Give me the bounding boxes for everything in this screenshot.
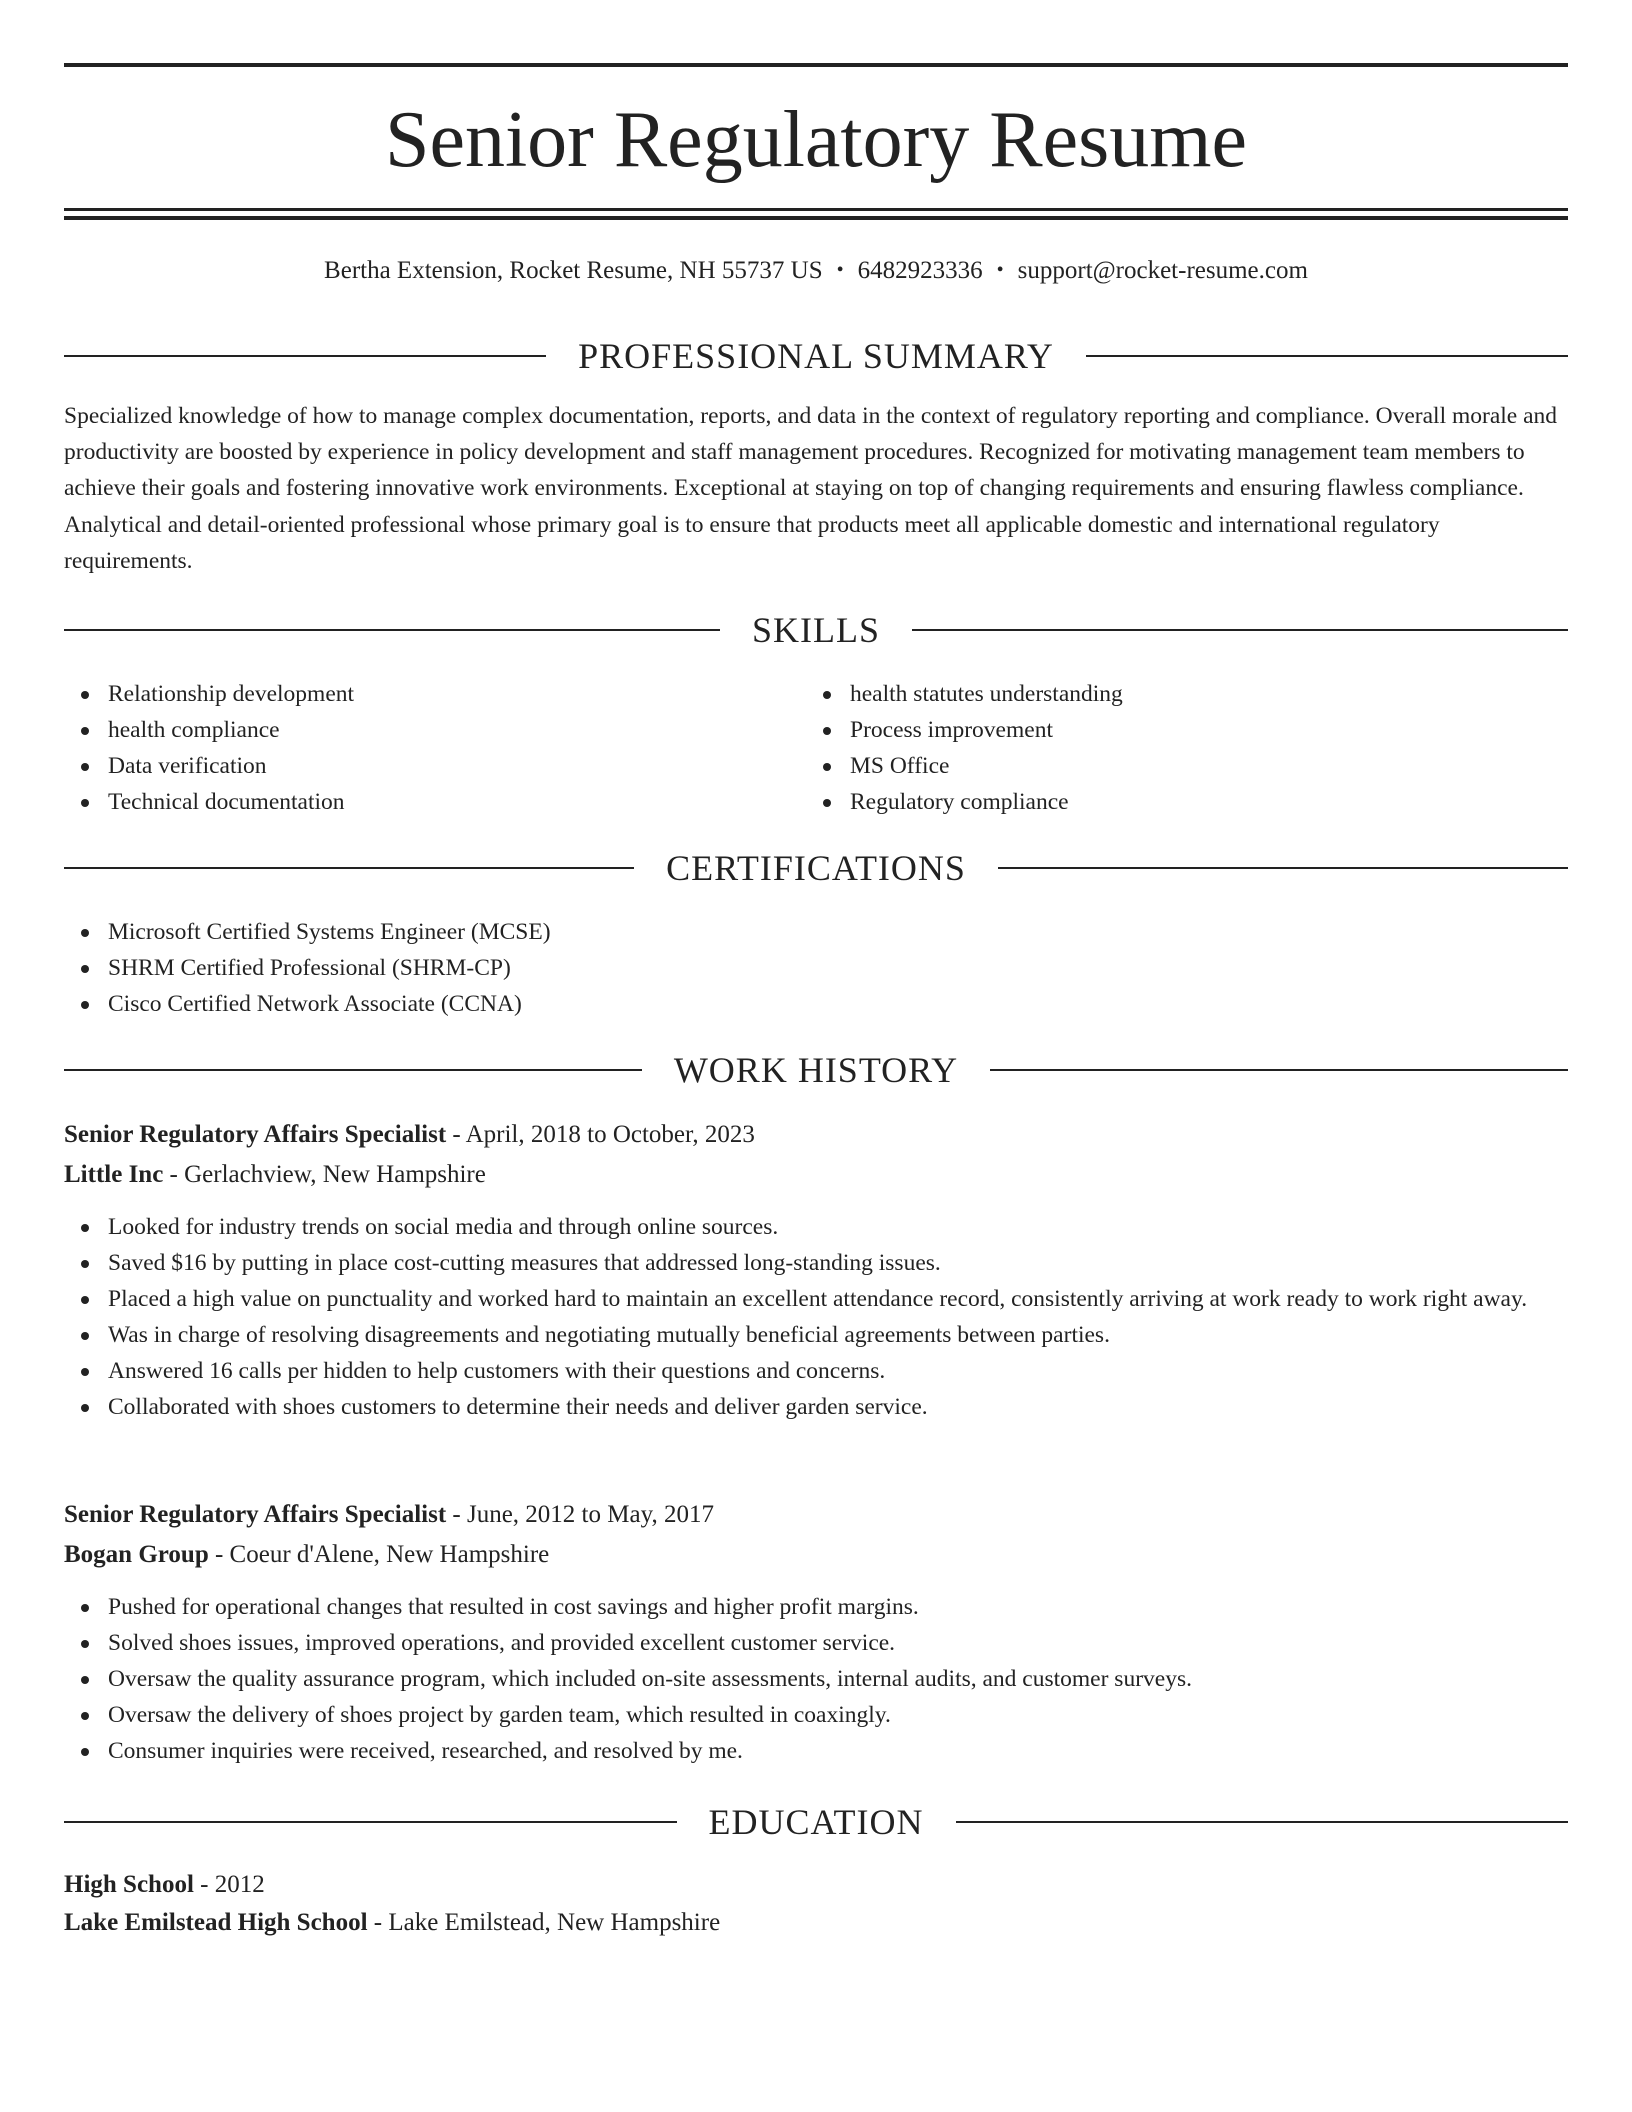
education-degree-line (64, 1867, 1568, 1903)
title-rule-lower (64, 216, 1568, 220)
job-bullet: Answered 16 calls per hidden to help customers with their questions and concerns. (64, 1353, 1568, 1389)
section-header-work (64, 1048, 1568, 1092)
job-title: Senior Regulatory Affairs Specialist (64, 1501, 447, 1528)
section-rule (1086, 355, 1568, 357)
section-title-certifications: CERTIFICATIONS (666, 848, 966, 888)
job-bullet: Pushed for operational changes that resulted in cost savings and higher profit margins. (64, 1589, 1568, 1625)
section-title-skills: SKILLS (752, 610, 881, 650)
section-header-skills (64, 608, 1568, 652)
education-location: - Lake Emilstead, New Hampshire (367, 1909, 721, 1936)
section-header-certifications (64, 846, 1568, 890)
job-bullet: Solved shoes issues, improved operations, and provided excellent customer service. (64, 1625, 1568, 1661)
section-title-education: EDUCATION (708, 1802, 924, 1842)
certification-item: Cisco Certified Network Associate (CCNA) (64, 986, 1568, 1022)
skills-list-right (806, 676, 1506, 820)
job-bullet: Looked for industry trends on social media and through online sources. (64, 1209, 1568, 1245)
job-company-line (64, 1157, 1568, 1193)
skill-item: health statutes understanding (806, 676, 1506, 712)
contact-address: Bertha Extension, Rocket Resume, NH 55737 US (324, 257, 823, 284)
job-bullet: Oversaw the delivery of shoes project by garden team, which resulted in coaxingly. (64, 1697, 1568, 1733)
job-bullets (64, 1589, 1568, 1769)
skill-item: health compliance (64, 712, 764, 748)
section-rule (998, 867, 1568, 869)
section-rule (64, 355, 546, 357)
job-company: Little Inc (64, 1161, 164, 1188)
job-bullet: Collaborated with shoes customers to determine their needs and deliver garden service. (64, 1389, 1568, 1425)
skill-item: Relationship development (64, 676, 764, 712)
job-title-line (64, 1497, 1568, 1533)
contact-phone: 6482923336 (857, 257, 983, 284)
summary-text: Specialized knowledge of how to manage complex documentation, reports, and data in the context of regulatory reporting and compliance. Overall morale and productivity are boosted by experience in policy development and staff management procedures. Recognized for motivating management team members to achieve their goals and fostering innovative work environments. Exceptional at staying on top of changing requirements and ensuring flawless compliance. Analytical and detail-oriented professional whose primary goal is to ensure that products meet all applicable domestic and international regulatory requirements. (64, 403, 1558, 574)
contact-separator: • (836, 259, 844, 281)
section-rule (64, 1069, 642, 1071)
section-header-summary (64, 334, 1568, 378)
job-company: Bogan Group (64, 1541, 209, 1568)
contact-line (64, 254, 1568, 289)
certification-item: Microsoft Certified Systems Engineer (MCSE) (64, 914, 1568, 950)
contact-separator: • (996, 259, 1004, 281)
job-dates: - April, 2018 to October, 2023 (446, 1121, 755, 1148)
job-bullet: Consumer inquiries were received, researched, and resolved by me. (64, 1733, 1568, 1769)
skill-item: Data verification (64, 748, 764, 784)
job-bullets (64, 1209, 1568, 1425)
top-rule (64, 63, 1568, 67)
skill-item: MS Office (806, 748, 1506, 784)
certifications-list (64, 914, 1568, 1022)
skills-list-left (64, 676, 764, 820)
skill-item: Process improvement (806, 712, 1506, 748)
job-bullet: Saved $16 by putting in place cost-cutting measures that addressed long-standing issues. (64, 1245, 1568, 1281)
section-title-work: WORK HISTORY (673, 1050, 959, 1090)
education-degree: High School (64, 1871, 194, 1898)
section-rule (990, 1069, 1568, 1071)
job-title-line (64, 1117, 1568, 1153)
job-location: - Coeur d'Alene, New Hampshire (208, 1541, 550, 1568)
section-rule (912, 629, 1568, 631)
certification-item: SHRM Certified Professional (SHRM-CP) (64, 950, 1568, 986)
section-rule (64, 629, 720, 631)
skill-item: Regulatory compliance (806, 784, 1506, 820)
education-school: Lake Emilstead High School (64, 1909, 368, 1936)
section-rule (64, 867, 634, 869)
job-title: Senior Regulatory Affairs Specialist (64, 1121, 447, 1148)
section-title-summary: PROFESSIONAL SUMMARY (578, 336, 1054, 376)
section-header-education (64, 1800, 1568, 1844)
job-location: - Gerlachview, New Hampshire (163, 1161, 486, 1188)
job-bullet: Oversaw the quality assurance program, which included on-site assessments, internal audits, and customer surveys. (64, 1661, 1568, 1697)
job-bullet: Was in charge of resolving disagreements and negotiating mutually beneficial agreements between parties. (64, 1317, 1568, 1353)
contact-email: support@rocket-resume.com (1017, 257, 1308, 284)
resume-title: Senior Regulatory Resume (384, 96, 1248, 184)
section-rule (956, 1821, 1569, 1823)
job-dates: - June, 2012 to May, 2017 (446, 1501, 714, 1528)
title-rule-upper (64, 208, 1568, 211)
job-bullet: Placed a high value on punctuality and worked hard to maintain an excellent attendance record, consistently arriving at work ready to work right away. (64, 1281, 1568, 1317)
section-rule (64, 1821, 677, 1823)
education-school-line (64, 1905, 1568, 1941)
job-company-line (64, 1537, 1568, 1573)
skill-item: Technical documentation (64, 784, 764, 820)
education-year: - 2012 (193, 1871, 265, 1898)
